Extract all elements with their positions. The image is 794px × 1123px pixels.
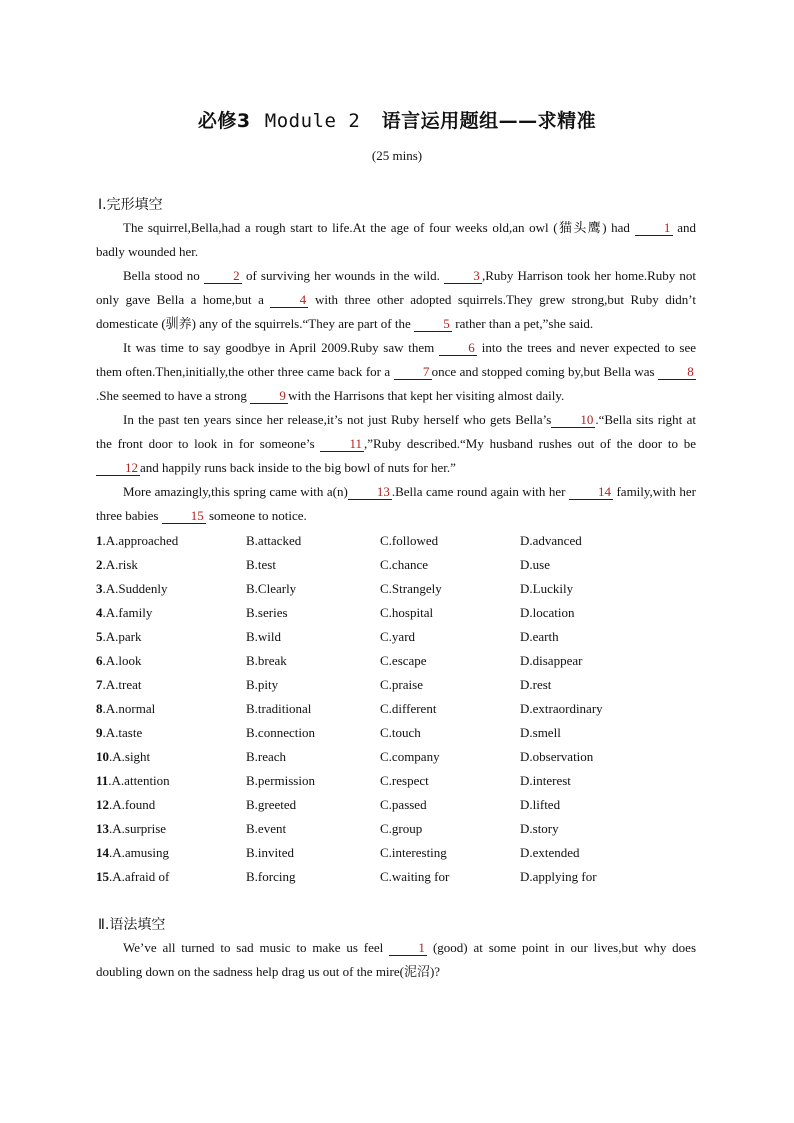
option-b: B.event [246, 821, 287, 836]
option-a [96, 697, 155, 721]
option-c: C.followed [380, 533, 439, 548]
paragraph [96, 216, 696, 264]
question-number: 12 [96, 797, 109, 812]
passage-text: The squirrel,Bella,had a rough start to life.At the age of four weeks old,an owl (猫头鹰) had [123, 220, 630, 235]
option-d: D.applying for [520, 869, 597, 884]
question-number: 15 [96, 869, 109, 884]
blank-13: 13 [348, 484, 392, 500]
option-a-text: .A.look [102, 653, 142, 668]
option-a [96, 769, 170, 793]
option-a [96, 745, 150, 769]
option-a-text: .A.approached [102, 533, 179, 548]
blank-10: 10 [551, 412, 595, 428]
option-a [96, 865, 169, 889]
option-c: C.group [380, 821, 423, 836]
option-d: D.earth [520, 629, 559, 644]
option-b: B.break [246, 653, 287, 668]
option-c: C.touch [380, 725, 421, 740]
option-b: B.traditional [246, 701, 312, 716]
option-a-text: .A.sight [109, 749, 151, 764]
option-b: B.forcing [246, 869, 296, 884]
answer-options-list [96, 529, 716, 889]
option-row [96, 553, 716, 577]
paragraph [96, 480, 696, 528]
question-number: 8 [96, 701, 103, 716]
blank-1: 1 [389, 940, 427, 956]
passage-text: someone to notice. [208, 508, 307, 523]
option-c: C.passed [380, 797, 427, 812]
option-row [96, 625, 716, 649]
option-c: C.escape [380, 653, 427, 668]
option-a [96, 793, 155, 817]
option-d: D.interest [520, 773, 571, 788]
paragraph [96, 408, 696, 480]
question-number: 5 [96, 629, 103, 644]
passage-text: .She seemed to have a strong [96, 388, 247, 403]
option-b: B.pity [246, 677, 279, 692]
passage-text: It was time to say goodbye in April 2009.Ruby saw them [123, 340, 435, 355]
option-a [96, 625, 142, 649]
option-row [96, 817, 716, 841]
passage-text: .“Bella sits right at the front door to look in for someone’s [96, 412, 696, 451]
passage-text: ,”Ruby described.“My husband rushes out of the door to be [363, 436, 696, 451]
option-c: C.hospital [380, 605, 434, 620]
passage-text: into the trees and never expected to see them often.Then,initially,the other three came back for a [96, 340, 697, 379]
question-number: 1 [96, 533, 103, 548]
paragraph [96, 264, 696, 336]
option-a-text: .A.normal [102, 701, 156, 716]
passage-text: and badly wounded her. [96, 220, 697, 259]
passage-text: once and stopped coming by,but Bella was [431, 364, 655, 379]
option-c: C.interesting [380, 845, 447, 860]
option-a [96, 721, 142, 745]
passage-text: of surviving her wounds in the wild. [245, 268, 440, 283]
blank-1: 1 [635, 220, 673, 236]
option-a [96, 841, 169, 865]
option-b: B.test [246, 557, 276, 572]
option-d: D.location [520, 605, 575, 620]
question-number: 4 [96, 605, 103, 620]
question-number: 11 [96, 773, 109, 788]
blank-14: 14 [569, 484, 613, 500]
option-a [96, 577, 168, 601]
question-number: 10 [96, 749, 109, 764]
option-d: D.extraordinary [520, 701, 603, 716]
option-d: D.observation [520, 749, 594, 764]
option-a-text: .A.park [102, 629, 142, 644]
paragraph [96, 336, 696, 408]
title-prefix: 必修3 [197, 110, 251, 132]
option-row [96, 529, 716, 553]
option-a-text: .A.found [109, 797, 156, 812]
passage-text: Bella stood no [123, 268, 200, 283]
option-a-text: .A.attention [108, 773, 170, 788]
passage-text: family,with her three babies [96, 484, 696, 523]
option-b: B.wild [246, 629, 282, 644]
option-b: B.connection [246, 725, 315, 740]
question-number: 13 [96, 821, 109, 836]
blank-2: 2 [204, 268, 242, 284]
option-d: D.use [520, 557, 550, 572]
option-row [96, 841, 716, 865]
option-row [96, 673, 716, 697]
option-row [96, 865, 716, 889]
title-module: Module 2 [264, 110, 361, 132]
option-row [96, 649, 716, 673]
option-a-text: .A.Suddenly [102, 581, 168, 596]
option-a [96, 553, 138, 577]
option-d: D.rest [520, 677, 552, 692]
option-row [96, 793, 716, 817]
option-b: B.permission [246, 773, 315, 788]
passage-text: More amazingly,this spring came with a(n) [123, 484, 348, 499]
option-a-text: .A.family [102, 605, 153, 620]
option-row [96, 745, 716, 769]
option-d: D.Luckily [520, 581, 574, 596]
blank-8: 8 [658, 364, 696, 380]
option-a-text: .A.taste [102, 725, 143, 740]
blank-4: 4 [270, 292, 308, 308]
option-c: C.chance [380, 557, 429, 572]
question-number: 9 [96, 725, 103, 740]
section-heading-cloze: Ⅰ.完形填空 [98, 197, 163, 213]
blank-6: 6 [439, 340, 477, 356]
blank-3: 3 [444, 268, 482, 284]
option-row [96, 577, 716, 601]
option-row [96, 721, 716, 745]
option-d: D.story [520, 821, 559, 836]
option-b: B.reach [246, 749, 287, 764]
section-heading-grammar: Ⅱ.语法填空 [98, 917, 166, 933]
passage-text: ,Ruby Harrison took her home.Ruby not only gave Bella a home,but a [96, 268, 696, 307]
passage-text: (good) at some point in our lives,but why does doubling down on the sadness help drag us out of the mire(泥沼)? [96, 940, 697, 979]
option-a [96, 529, 178, 553]
option-d: D.smell [520, 725, 561, 740]
option-a-text: .A.treat [102, 677, 142, 692]
option-a-text: .A.amusing [109, 845, 169, 860]
passage-text: .Bella came round again with her [391, 484, 566, 499]
option-b: B.greeted [246, 797, 297, 812]
question-number: 2 [96, 557, 103, 572]
grammar-passage [96, 936, 696, 984]
question-number: 14 [96, 845, 109, 860]
option-c: C.Strangely [380, 581, 442, 596]
option-a-text: .A.surprise [109, 821, 167, 836]
passage-text: We’ve all turned to sad music to make us feel [123, 940, 384, 955]
option-a-text: .A.afraid of [109, 869, 170, 884]
option-b: B.series [246, 605, 288, 620]
option-b: B.attacked [246, 533, 302, 548]
option-c: C.praise [380, 677, 423, 692]
passage-text: In the past ten years since her release,it’s not just Ruby herself who gets Bella’s [123, 412, 552, 427]
question-number: 7 [96, 677, 103, 692]
option-d: D.lifted [520, 797, 561, 812]
option-d: D.advanced [520, 533, 582, 548]
option-b: B.Clearly [246, 581, 297, 596]
option-c: C.respect [380, 773, 429, 788]
blank-5: 5 [414, 316, 452, 332]
option-d: D.extended [520, 845, 580, 860]
option-a [96, 817, 166, 841]
blank-9: 9 [250, 388, 288, 404]
passage-text: rather than a pet,”she said. [455, 316, 594, 331]
question-number: 3 [96, 581, 103, 596]
option-c: C.company [380, 749, 440, 764]
option-b: B.invited [246, 845, 295, 860]
option-a [96, 673, 141, 697]
passage-text: and happily runs back inside to the big bowl of nuts for her.” [140, 460, 456, 475]
question-number: 6 [96, 653, 103, 668]
blank-11: 11 [320, 436, 364, 452]
option-row [96, 769, 716, 793]
option-c: C.yard [380, 629, 416, 644]
option-a-text: .A.risk [102, 557, 138, 572]
cloze-passage [96, 216, 696, 528]
option-a [96, 649, 142, 673]
title-suffix: 语言运用题组——求精准 [381, 110, 597, 132]
blank-7: 7 [394, 364, 432, 380]
option-row [96, 601, 716, 625]
paragraph [96, 936, 696, 984]
passage-text: with the Harrisons that kept her visiting almost daily. [288, 388, 565, 403]
blank-12: 12 [96, 460, 140, 476]
duration-note: (25 mins) [371, 148, 423, 163]
page-title [0, 106, 794, 133]
passage-text: with three other adopted squirrels.They grew strong,but Ruby didn’t domesticate (驯养) any of the squirrels.“They are part of the [96, 292, 697, 331]
option-c: C.different [380, 701, 437, 716]
option-c: C.waiting for [380, 869, 450, 884]
option-row [96, 697, 716, 721]
blank-15: 15 [162, 508, 206, 524]
option-a [96, 601, 152, 625]
option-d: D.disappear [520, 653, 583, 668]
